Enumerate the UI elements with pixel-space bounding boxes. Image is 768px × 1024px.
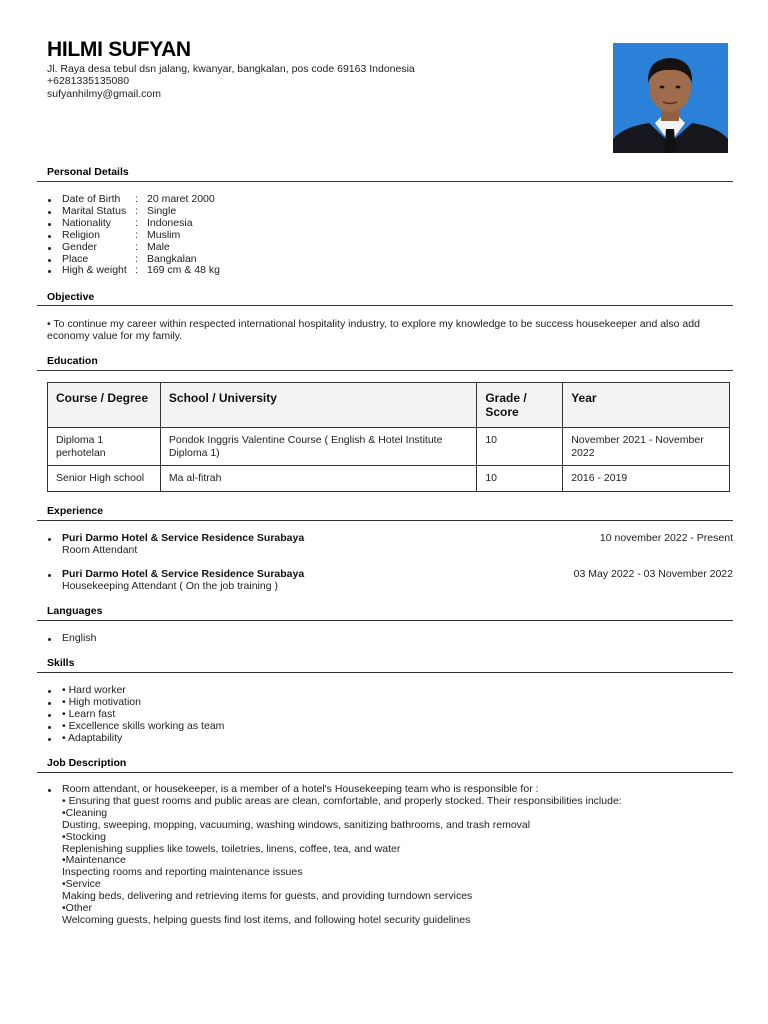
job-line: •Other <box>62 902 92 915</box>
column-header: Course / Degree <box>48 383 161 428</box>
job-description-item <box>47 784 733 927</box>
job-line: •Cleaning <box>62 806 108 819</box>
section-divider <box>37 672 733 673</box>
job-line: • Ensuring that guest rooms and public areas are clean, comfortable, and properly stocked. Their responsibilities include: <box>62 794 622 807</box>
personal-item: Place : Bangkalan <box>47 254 220 266</box>
job-line: Welcoming guests, helping guests find lost items, and following hotel security guidelines <box>62 913 471 926</box>
objective-text: • To continue my career within respected international hospitality industry, to explore my knowledge to be success housekeeper and also add economy value for my family. <box>47 318 700 343</box>
job-description-list <box>47 784 733 927</box>
table-row <box>48 428 730 466</box>
experience-date: 10 november 2022 - Present <box>599 532 733 544</box>
table-cell: 10 <box>477 428 563 466</box>
skill-item: • Learn fast <box>47 709 224 721</box>
bullet-icon <box>48 574 51 577</box>
personal-item: Nationality : Indonesia <box>47 218 220 230</box>
personal-item: Religion : Muslim <box>47 230 220 242</box>
job-line: •Maintenance <box>62 854 126 867</box>
experience-company: Puri Darmo Hotel & Service Residence Surabaya <box>62 532 305 544</box>
section-title-personal: Personal Details <box>47 166 129 178</box>
job-line: Making beds, delivering and retrieving items for guests, and providing turndown services <box>62 890 473 903</box>
table-cell: Senior High school <box>48 466 161 492</box>
personal-details-list <box>47 194 220 277</box>
section-divider <box>37 370 733 371</box>
experience-role: Room Attendant <box>62 544 138 556</box>
section-divider <box>37 305 733 306</box>
profile-photo-illustration <box>613 43 728 153</box>
personal-item: Marital Status : Single <box>47 206 220 218</box>
phone: +6281335135080 <box>47 75 130 88</box>
section-divider <box>37 520 733 521</box>
section-divider <box>37 181 733 182</box>
candidate-name: HILMI SUFYAN <box>47 38 191 61</box>
experience-item <box>47 533 733 557</box>
table-cell: Ma al-fitrah <box>160 466 476 492</box>
table-cell: Diploma 1 perhotelan <box>48 428 161 466</box>
column-header: School / University <box>160 383 476 428</box>
table-row <box>48 466 730 492</box>
job-line: Dusting, sweeping, mopping, vacuuming, washing windows, sanitizing bathrooms, and trash removal <box>62 818 531 831</box>
contact-block <box>47 63 415 100</box>
section-title-experience: Experience <box>47 505 104 517</box>
personal-item: Date of Birth : 20 maret 2000 <box>47 194 220 206</box>
job-line: Room attendant, or housekeeper, is a member of a hotel's Housekeeping team who is responsible for : <box>62 783 539 795</box>
experience-date: 03 May 2022 - 03 November 2022 <box>573 568 733 580</box>
section-title-job-description: Job Description <box>47 757 127 769</box>
section-divider <box>37 772 733 773</box>
personal-item: Gender : Male <box>47 242 220 254</box>
skill-item: • Adaptability <box>47 733 224 745</box>
education-header-row <box>48 383 730 428</box>
email: sufyanhilmy@gmail.com <box>47 87 161 100</box>
table-cell: 2016 - 2019 <box>563 466 730 492</box>
job-line: Replenishing supplies like towels, toiletries, linens, coffee, tea, and water <box>62 842 401 855</box>
experience-role: Housekeeping Attendant ( On the job training ) <box>62 580 278 592</box>
column-header: Year <box>563 383 730 428</box>
languages-list <box>47 633 96 645</box>
table-cell: Pondok Inggris Valentine Course ( English & Hotel Institute Diploma 1) <box>160 428 476 466</box>
address: Jl. Raya desa tebul dsn jalang, kwanyar, bangkalan, pos code 69163 Indonesia <box>47 63 415 75</box>
skill-item: • Hard worker <box>47 685 224 697</box>
bullet-icon <box>48 538 51 541</box>
job-line: •Service <box>62 878 101 891</box>
skill-item: • Excellence skills working as team <box>47 721 224 733</box>
education-table <box>47 382 730 492</box>
job-line: •Stocking <box>62 830 106 843</box>
profile-photo <box>613 43 728 153</box>
section-divider <box>37 620 733 621</box>
language-item: English <box>47 633 96 645</box>
personal-item: High & weight : 169 cm & 48 kg <box>47 265 220 277</box>
section-title-education: Education <box>47 355 98 367</box>
section-title-objective: Objective <box>47 291 95 303</box>
experience-company: Puri Darmo Hotel & Service Residence Surabaya <box>62 568 305 580</box>
table-cell: 10 <box>477 466 563 492</box>
skills-list <box>47 685 224 745</box>
skill-item: • High motivation <box>47 697 224 709</box>
table-cell: November 2021 - November 2022 <box>563 428 730 466</box>
section-title-skills: Skills <box>47 657 75 669</box>
experience-item <box>47 569 733 593</box>
column-header: Grade / Score <box>477 383 563 428</box>
job-line: Inspecting rooms and reporting maintenance issues <box>62 866 303 879</box>
section-title-languages: Languages <box>47 605 103 617</box>
